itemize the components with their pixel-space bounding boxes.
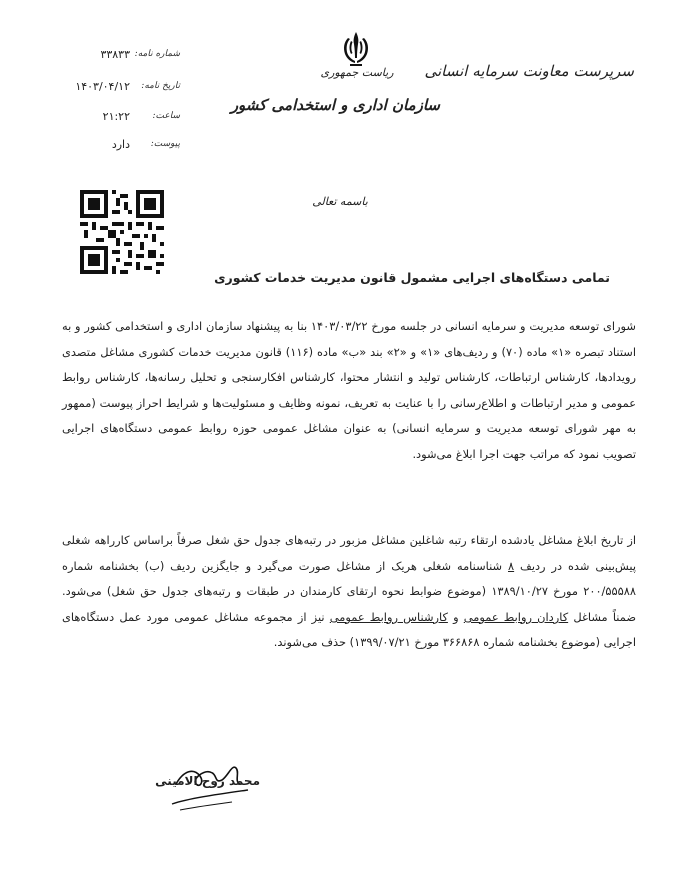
paragraph-text: و <box>447 609 464 624</box>
row-number: ۸ <box>508 558 515 573</box>
signatory-name: محمد روح الامینی <box>155 774 260 788</box>
meta-label: پیوست: <box>150 139 180 149</box>
meta-letter-number <box>60 48 180 64</box>
paragraph-text: از تاریخ ابلاغ مشاغل یادشده ارتقاء رتبه شاغلین مشاغل مزبور در رتبه‌های جدول حق شغل صرفاً براساس کارراهه شغلی پیش‌بینی شده در ردیف <box>62 533 636 573</box>
meta-letter-date <box>60 80 180 96</box>
meta-attachment <box>60 138 180 154</box>
deputy-title: سرپرست معاونت سرمایه انسانی <box>424 62 634 80</box>
meta-value: ۲۱:۲۲ <box>102 110 130 123</box>
meta-value: ۳۳۸۳۳ <box>100 48 130 61</box>
meta-value: ۱۴۰۳/۰۴/۱۲ <box>75 80 130 93</box>
recipient-heading: تمامی دستگاه‌های اجرایی مشمول قانون مدیریت خدمات کشوری <box>214 270 610 285</box>
organization-name: سازمان اداری و استخدامی کشور <box>230 96 440 114</box>
signature-block <box>120 752 260 822</box>
body-paragraph-1: شورای توسعه مدیریت و سرمایه انسانی در جلسه مورخ ۱۴۰۳/۰۳/۲۲ بنا به پیشنهاد سازمان اداری و استخدامی کشور و به استناد تبصره «۱» ماده (۷۰) و ردیف‌های «۱» و «۲» بند «ب» ماده (۱۱۶) قانون مدیریت خدمات کشوری مشاغل متصدی رویدادها، کارشناس ارتباطات، کارشناس تولید و انتشار محتوا، کارشناس افکارسنجی و تحلیل رسانه‌ها، کارشناس روابط عمومی و مدیر ارتباطات و اطلاع‌رسانی را با عنایت به تعریف، نمونه وظایف و مسئولیت‌ها و شرایط احراز پیوست (ممهور به مهر شورای توسعه مدیریت و سرمایه انسانی) به عنوان مشاغل عمومی حوزه روابط عمومی دستگاه‌های اجرایی تصویب نمود که مراتب جهت اجرا ابلاغ می‌شود. <box>62 319 636 461</box>
qr-code-icon <box>80 190 164 274</box>
invocation: باسمه تعالی <box>312 195 368 208</box>
paragraph-text: شناسنامه شغلی هریک از مشاغل صورت می‌گیرد و جایگزین ردیف (ب) بخشنامه شماره ۲۰۰/۵۵۵۸۸ مورخ ۱۳۸۹/۱۰/۲۷ (موضوع ضوابط نحوه ارتقای کارمندان در طبقات و رتبه‌های جدول حق شغل) می‌شود. ضمناً مشاغل <box>62 558 636 624</box>
presidency-label: ریاست جمهوری <box>320 66 394 79</box>
body-paragraph-2 <box>62 528 636 656</box>
meta-label: تاریخ نامه: <box>141 81 180 91</box>
meta-label: ساعت: <box>152 111 180 121</box>
meta-value: دارد <box>111 138 130 151</box>
job-title-technician: کاردان روابط عمومی <box>463 609 569 624</box>
meta-time <box>60 110 180 126</box>
paragraph-text: نیز از مجموعه مشاغل عمومی مورد عمل دستگاه‌های اجرایی (موضوع بخشنامه شماره ۳۶۶۸۶۸ مورخ ۱۳۹۹/۰۷/۲۱) حذف می‌شوند. <box>62 609 636 650</box>
meta-label: شماره نامه: <box>134 49 180 59</box>
job-title-expert: کارشناس روابط عمومی <box>329 609 448 624</box>
